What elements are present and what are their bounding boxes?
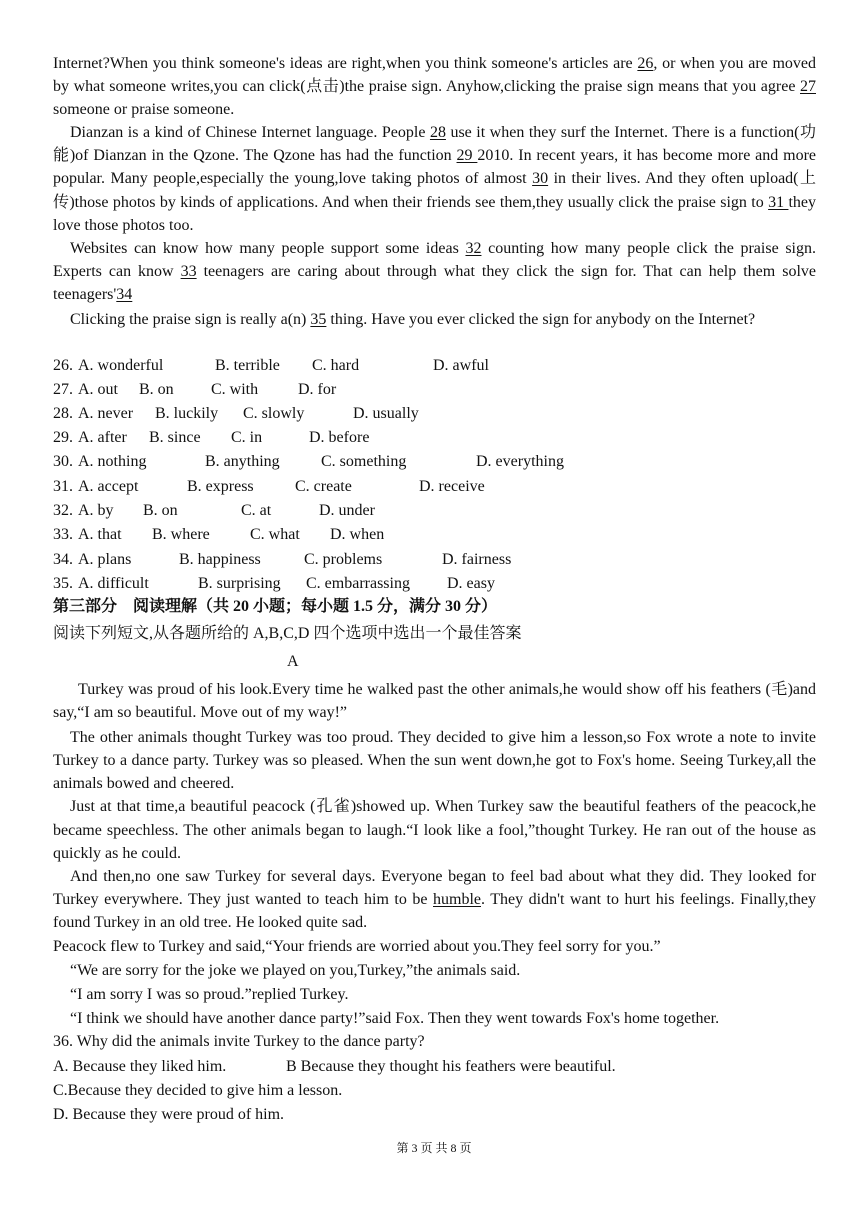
question-number: 30. [53, 453, 73, 470]
option-c: C. problems [304, 551, 383, 568]
reading-passage-a [53, 678, 816, 1030]
passage-paragraph-2: The other animals thought Turkey was too proud. They decided to give him a lesson,so Fox wrote a note to invite Turkey to a dance party. Turkey was so pleased. When the sun went down,he got to Fox's home. Seeing Turkey,all the animals bowed and cheered. [53, 729, 816, 793]
passage-paragraph-5: Peacock flew to Turkey and said,“Your friends are worried about you.They feel sorry for you.” [53, 938, 661, 956]
option-d: D. for [298, 381, 337, 398]
option-a: A. Because they liked him. [53, 1058, 227, 1075]
option-d: D. Because they were proud of him. [53, 1106, 285, 1123]
blank-30: 30 [532, 170, 549, 188]
option-c: C. slowly [243, 405, 305, 422]
passage-paragraph-7: “I am sorry I was so proud.”replied Turkey. [70, 986, 349, 1004]
option-b: B. luckily [155, 405, 219, 422]
section-title: 第三部分 阅读理解（共 20 小题；每小题 1.5 分，满分 30 分） [53, 598, 498, 615]
page-footer: 第 3 页 共 8 页 [396, 1141, 472, 1155]
question-number: 33. [53, 526, 73, 543]
text-run: teenagers are caring about through what they click the sign for. That can help them solve teenagers' [53, 262, 816, 303]
blank-35: 35 [310, 311, 327, 329]
option-a: A. difficult [78, 575, 149, 592]
question-number: 35. [53, 575, 73, 592]
option-c: C. embarrassing [306, 575, 410, 592]
option-d: D. awful [433, 357, 489, 374]
question-number: 32. [53, 502, 73, 519]
passage-paragraph-6: “We are sorry for the joke we played on you,Turkey,”the animals said. [70, 962, 521, 980]
blank-31: 31 [768, 193, 789, 211]
option-c: C. in [231, 429, 263, 446]
option-a: A. by [78, 502, 114, 519]
blank-32: 32 [465, 239, 482, 257]
passage-paragraph-8: “I think we should have another dance party!”said Fox. Then they went towards Fox's home together. [70, 1010, 720, 1028]
underlined-word: humble [433, 890, 481, 908]
passage-label: A [287, 653, 299, 670]
text-run: 2010. In recent years, it has become more and more popular. Many people,especially the young,love taking photos of almost [53, 147, 817, 188]
text-run: thing. Have you ever clicked the sign for anybody on the Internet? [326, 311, 756, 329]
option-d: D. everything [476, 453, 564, 470]
text-run: they love those photos too. [53, 193, 817, 234]
option-b: B. on [143, 502, 178, 519]
option-b: B. happiness [179, 551, 261, 568]
section-instruction: 阅读下列短文,从各题所给的 A,B,C,D 四个选项中选出一个最佳答案 [53, 625, 522, 642]
question-number: 26. [53, 357, 73, 374]
text-run: Internet?When you think someone's ideas are right,when you think someone's articles are [53, 55, 638, 72]
blank-28: 28 [429, 124, 446, 142]
passage-paragraph-3: Just at that time,a beautiful peacock (孔雀)showed up. When Turkey saw the beautiful feathers of the peacock,he became speechless. The other animals began to laugh.“I look like a fool,”thought Turkey. He ran out of the house as quickly as he could. [53, 798, 816, 862]
cloze-paragraph-3 [53, 237, 816, 306]
option-c: C.Because they decided to give him a lesson. [53, 1082, 343, 1099]
question-number: 28. [53, 405, 73, 422]
option-b: B. on [139, 381, 174, 398]
option-b: B. express [187, 478, 254, 495]
text-run: in their lives. And they often upload(上传)those photos by kinds of applications. And when their friends see them,they usually click the praise sign to [53, 170, 816, 211]
text-run: And then,no one saw Turkey for several days. Everyone began to feel bad about what they did. They looked for Turkey everywhere. They just wanted to teach him to be [53, 867, 816, 908]
blank-34: 34 [116, 285, 133, 303]
option-c: C. something [321, 453, 407, 470]
option-d: D. under [319, 502, 375, 519]
text-run: Websites can know how many people support some ideas [70, 239, 466, 257]
passage-paragraph-4 [53, 865, 816, 934]
option-b: B. terrible [215, 357, 280, 374]
option-a: A. never [78, 405, 134, 422]
blank-26: 26 [637, 55, 654, 72]
option-d: D. fairness [442, 551, 512, 568]
option-c: C. with [211, 381, 259, 398]
cloze-paragraph-4 [53, 308, 816, 331]
option-c: C. create [295, 478, 352, 495]
option-c: C. hard [312, 357, 360, 374]
text-run: Dianzan is a kind of Chinese Internet language. People [70, 124, 430, 142]
passage-paragraph-1: Turkey was proud of his look.Every time he walked past the other animals,he would show off his feathers (毛)and say,“I am so beautiful. Move out of my way!” [53, 681, 816, 722]
option-d: D. before [309, 429, 370, 446]
option-c: C. what [250, 526, 300, 543]
blank-29: 29 [456, 147, 478, 165]
option-a: A. accept [78, 478, 139, 495]
option-a: A. that [78, 526, 122, 543]
question-number: 27. [53, 381, 73, 398]
cloze-passage [53, 52, 816, 331]
text-run: , or when you are moved by what someone writes,you can click(点击)the praise sign. Anyhow,clicking the praise sign means that you agree [53, 55, 817, 96]
option-a: A. wonderful [78, 357, 164, 374]
cloze-paragraph-2 [53, 121, 816, 236]
option-d: D. when [330, 526, 385, 543]
cloze-paragraph-1 [53, 52, 816, 121]
option-b: B. since [149, 429, 201, 446]
question-text: 36. Why did the animals invite Turkey to the dance party? [53, 1033, 425, 1050]
question-number: 29. [53, 429, 73, 446]
option-a: A. out [78, 381, 118, 398]
question-number: 34. [53, 551, 73, 568]
option-b: B Because they thought his feathers were beautiful. [286, 1058, 616, 1075]
option-d: D. receive [419, 478, 485, 495]
text-run: counting how many people click the praise sign. Experts can know [53, 239, 816, 280]
option-d: D. easy [447, 575, 495, 592]
option-c: C. at [241, 502, 272, 519]
option-a: A. plans [78, 551, 132, 568]
text-run: . They didn't want to hurt his feelings. Finally,they found Turkey in an old tree. He looked quite sad. [53, 890, 817, 931]
option-b: B. anything [205, 453, 280, 470]
blank-27: 27 [800, 78, 816, 96]
blank-33: 33 [180, 262, 197, 280]
option-d: D. usually [353, 405, 419, 422]
text-run: Clicking the praise sign is really a(n) [70, 311, 311, 329]
option-a: A. nothing [78, 453, 147, 470]
question-number: 31. [53, 478, 73, 495]
text-run: someone or praise someone. [53, 101, 235, 119]
option-b: B. where [152, 526, 210, 543]
option-b: B. surprising [198, 575, 281, 592]
text-run: use it when they surf the Internet. There is a function(功能)of Dianzan in the Qzone. The Qzone has had the function [53, 124, 816, 165]
option-a: A. after [78, 429, 127, 446]
